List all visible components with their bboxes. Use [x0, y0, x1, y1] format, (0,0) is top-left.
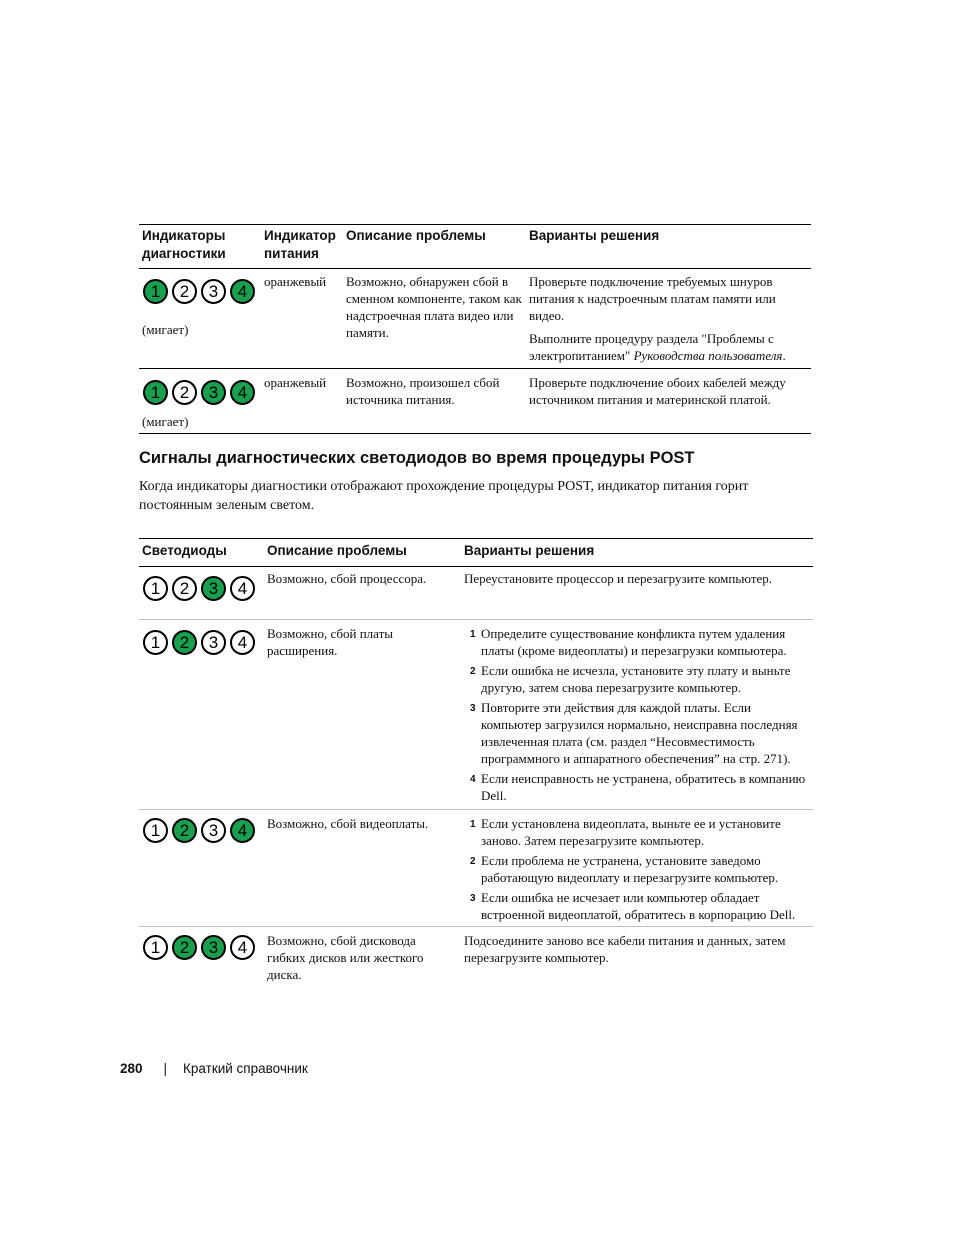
leds-cell — [139, 620, 264, 810]
table-row — [139, 927, 813, 984]
led-2-icon: 2 — [172, 630, 197, 655]
solution-step — [470, 852, 809, 886]
led-2-icon: 2 — [172, 279, 197, 304]
header-solutions: Варианты решения — [461, 539, 813, 567]
solution-text — [529, 330, 807, 364]
solution-step — [470, 815, 809, 849]
diagnostic-lights-table — [139, 224, 811, 434]
blinking-note: (мигает) — [142, 322, 189, 337]
solution-step — [470, 889, 809, 923]
solution-step — [470, 625, 809, 659]
led-2-icon: 2 — [172, 818, 197, 843]
table-header-row — [139, 539, 813, 567]
led-indicator-group — [143, 576, 260, 601]
post-led-codes-table — [139, 538, 813, 983]
header-leds: Светодиоды — [139, 539, 264, 567]
led-indicator-group — [143, 935, 260, 960]
table-row — [139, 369, 811, 434]
table-row — [139, 269, 811, 369]
solution-text: Проверьте подключение обоих кабелей между источником питания и материнской платой. — [529, 375, 786, 407]
problem-description: Возможно, обнаружен сбой в сменном компоненте, таком как надстроечная плата видео или памяти. — [343, 269, 526, 369]
led-4-icon: 4 — [230, 630, 255, 655]
table-row — [139, 810, 813, 927]
solution-step — [470, 699, 809, 767]
step-text: Если проблема не устранена, установите заведомо работающую видеоплату и перезагрузите компьютер. — [481, 853, 779, 885]
step-text: Если ошибка не исчезает или компьютер обладает встроенной видеоплатой, обратитесь в корпорацию Dell. — [481, 890, 796, 922]
step-number: 3 — [470, 703, 476, 714]
solution-text: Переустановите процессор и перезагрузите компьютер. — [461, 567, 813, 620]
table-row — [139, 620, 813, 810]
header-diagnostic-lights: Индикаторы диагностики — [139, 225, 261, 269]
header-solutions: Варианты решения — [526, 225, 811, 269]
footer-title: Краткий справочник — [183, 1061, 308, 1076]
power-light-state: оранжевый — [264, 375, 327, 390]
led-3-icon: 3 — [201, 630, 226, 655]
led-indicator-group — [143, 630, 260, 655]
solution-text: Проверьте подключение требуемых шнуров питания к надстроечным платам памяти или видео. — [529, 274, 776, 323]
led-1-icon: 1 — [143, 818, 168, 843]
problem-description: Возможно, сбой процессора. — [264, 567, 461, 620]
led-2-icon: 2 — [172, 935, 197, 960]
step-text: Если ошибка не исчезла, установите эту плату и выньте другую, затем снова перезагрузите компьютер. — [481, 663, 791, 695]
led-3-icon: 3 — [201, 380, 226, 405]
problem-description: Возможно, сбой дисковода гибких дисков или жесткого диска. — [267, 933, 424, 982]
power-light-state: оранжевый — [261, 269, 343, 369]
step-number: 4 — [470, 774, 476, 785]
led-1-icon: 1 — [143, 630, 168, 655]
step-number: 1 — [470, 629, 476, 640]
led-3-icon: 3 — [201, 935, 226, 960]
step-number: 3 — [470, 893, 476, 904]
problem-description: Возможно, сбой платы расширения. — [264, 620, 461, 810]
footer-separator: | — [163, 1061, 168, 1076]
led-3-icon: 3 — [201, 576, 226, 601]
problem-description: Возможно, сбой видеоплаты. — [264, 810, 461, 927]
led-4-icon: 4 — [230, 576, 255, 601]
step-text: Если установлена видеоплата, выньте ее и установите заново. Затем перезагрузите компьютер. — [481, 816, 781, 848]
step-number: 2 — [470, 666, 476, 677]
step-text: Если неисправность не устранена, обратитесь в компанию Dell. — [481, 771, 806, 803]
led-2-icon: 2 — [172, 576, 197, 601]
step-number: 2 — [470, 856, 476, 867]
led-indicator-group — [143, 279, 257, 304]
diagnostic-leds-cell — [139, 369, 261, 434]
page-number: 280 — [120, 1061, 143, 1076]
user-guide-reference: Руководства пользователя — [633, 348, 783, 363]
leds-cell — [139, 810, 264, 927]
led-1-icon: 1 — [143, 279, 168, 304]
section-heading: Сигналы диагностических светодиодов во время процедуры POST — [139, 449, 695, 467]
solution-step — [470, 770, 809, 804]
solutions-cell — [526, 269, 811, 369]
led-1-icon: 1 — [143, 935, 168, 960]
page-footer — [120, 1061, 308, 1076]
led-3-icon: 3 — [201, 279, 226, 304]
solution-text-prefix: Выполните процедуру раздела "Проблемы с электропитанием" — [529, 331, 774, 363]
solution-text: Подсоедините заново все кабели питания и данных, затем перезагрузите компьютер. — [464, 933, 786, 965]
led-indicator-group — [143, 380, 257, 405]
leds-cell — [139, 567, 264, 620]
problem-description: Возможно, произошел сбой источника питания. — [346, 375, 500, 407]
led-4-icon: 4 — [230, 935, 255, 960]
led-indicator-group — [143, 818, 260, 843]
step-text: Определите существование конфликта путем удаления платы (кроме видеоплаты) и перезагрузки компьютера. — [481, 626, 787, 658]
blinking-note: (мигает) — [142, 414, 189, 429]
table-row — [139, 567, 813, 620]
step-text: Повторите эти действия для каждой платы. Если компьютер загрузился нормально, неисправна последняя извлеченная плата (см. раздел “Несовместимость программного и аппаратного обеспечения” на стр. 271). — [481, 700, 798, 766]
led-4-icon: 4 — [230, 279, 255, 304]
led-1-icon: 1 — [143, 576, 168, 601]
led-1-icon: 1 — [143, 380, 168, 405]
leds-cell — [139, 927, 264, 984]
led-4-icon: 4 — [230, 818, 255, 843]
solution-step — [470, 662, 809, 696]
solution-steps — [461, 620, 813, 810]
solution-steps — [461, 810, 813, 927]
solution-text-suffix: . — [782, 348, 786, 363]
led-2-icon: 2 — [172, 380, 197, 405]
diagnostic-leds-cell — [139, 269, 261, 369]
header-problem-description: Описание проблемы — [264, 539, 461, 567]
table-header-row — [139, 225, 811, 269]
led-3-icon: 3 — [201, 818, 226, 843]
step-number: 1 — [470, 819, 476, 830]
header-problem-description: Описание проблемы — [343, 225, 526, 269]
section-intro: Когда индикаторы диагностики отображают прохождение процедуры POST, индикатор питания горит постоянным зеленым светом. — [139, 479, 749, 513]
led-4-icon: 4 — [230, 380, 255, 405]
header-power-light: Индикатор питания — [261, 225, 343, 269]
